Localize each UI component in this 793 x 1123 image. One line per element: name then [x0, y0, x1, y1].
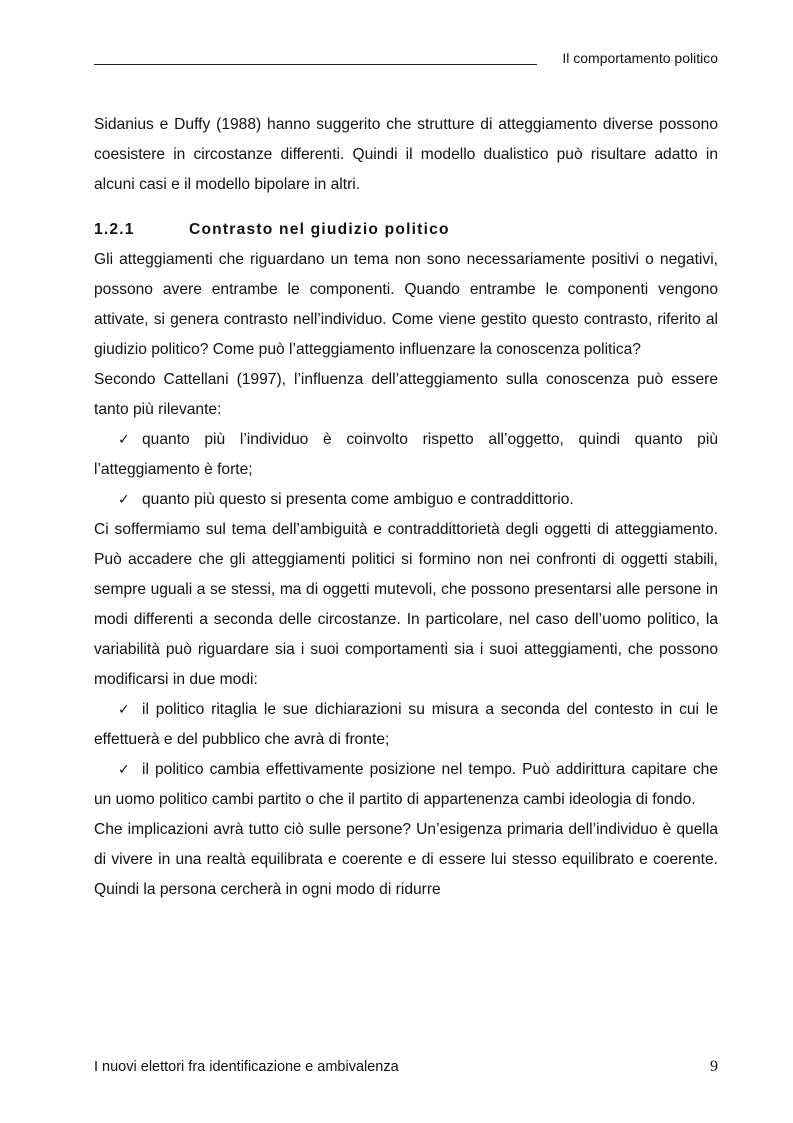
list-item-text: quanto più l’individuo è coinvolto rispetto all’oggetto, quindi quanto più l’atteggiamento è forte;: [94, 431, 718, 478]
list-item: [94, 485, 718, 515]
list-item-text: il politico cambia effettivamente posizione nel tempo. Può addirittura capitare che un uomo politico cambi partito o che il partito di appartenenza cambi ideologia di fondo.: [94, 761, 718, 808]
paragraph-contrast: Gli atteggiamenti che riguardano un tema non sono necessariamente positivi o negativi, possono avere entrambe le componenti. Quando entrambe le componenti vengono attivate, si genera contrasto nell’individuo. Come viene gestito questo contrasto, riferito al giudizio politico? Come può l’atteggiamento influenzare la conoscenza politica?: [94, 251, 718, 358]
header-rule: [94, 64, 537, 65]
list-item: [94, 425, 718, 485]
page-number: 9: [710, 1058, 718, 1075]
checkmark-icon: ✓: [118, 432, 130, 448]
intro-paragraph: Sidanius e Duffy (1988) hanno suggerito che strutture di atteggiamento diverse possono coesistere in circostanze differenti. Quindi il modello dualistico può risultare adatto in alcuni casi e il modello bipolare in altri.: [94, 116, 718, 193]
paragraph-implications: Che implicazioni avrà tutto ciò sulle persone? Un’esigenza primaria dell’individuo è quella di vivere in una realtà equilibrata e coerente e di essere lui stesso equilibrato e coerente. Quindi la persona cercherà in ogni modo di ridurre: [94, 821, 718, 898]
page-body: [94, 110, 718, 905]
section-heading: [94, 215, 718, 245]
section-number: 1.2.1: [94, 221, 135, 238]
paragraph-ambiguity: Ci soffermiamo sul tema dell’ambiguità e contraddittorietà degli oggetti di atteggiamento. Può accadere che gli atteggiamenti politici si formino non nei confronti di oggetti stabili, sempre uguali a se stessi, ma di oggetti mutevoli, che possono presentarsi alle persone in modi differenti a seconda delle circostanze. In particolare, nel caso dell’uomo politico, la variabilità può riguardare sia i suoi comportamenti sia i suoi atteggiamenti, che possono modificarsi in due modi:: [94, 521, 718, 688]
section-title: Contrasto nel giudizio politico: [189, 221, 450, 238]
footer-title: I nuovi elettori fra identificazione e ambivalenza: [94, 1059, 399, 1075]
running-header-title: Il comportamento politico: [562, 50, 718, 66]
paragraph-cattellani: Secondo Cattellani (1997), l’influenza dell’atteggiamento sulla conoscenza può essere tanto più rilevante:: [94, 371, 718, 418]
list-item-text: quanto più questo si presenta come ambiguo e contraddittorio.: [142, 491, 574, 508]
checkmark-icon: ✓: [118, 702, 130, 718]
list-item-text: il politico ritaglia le sue dichiarazioni su misura a seconda del contesto in cui le effettuerà e del pubblico che avrà di fronte;: [94, 701, 718, 748]
checkmark-icon: ✓: [118, 492, 130, 508]
list-item: [94, 755, 718, 815]
page-header: [94, 49, 718, 67]
list-item: [94, 695, 718, 755]
checkmark-icon: ✓: [118, 762, 130, 778]
